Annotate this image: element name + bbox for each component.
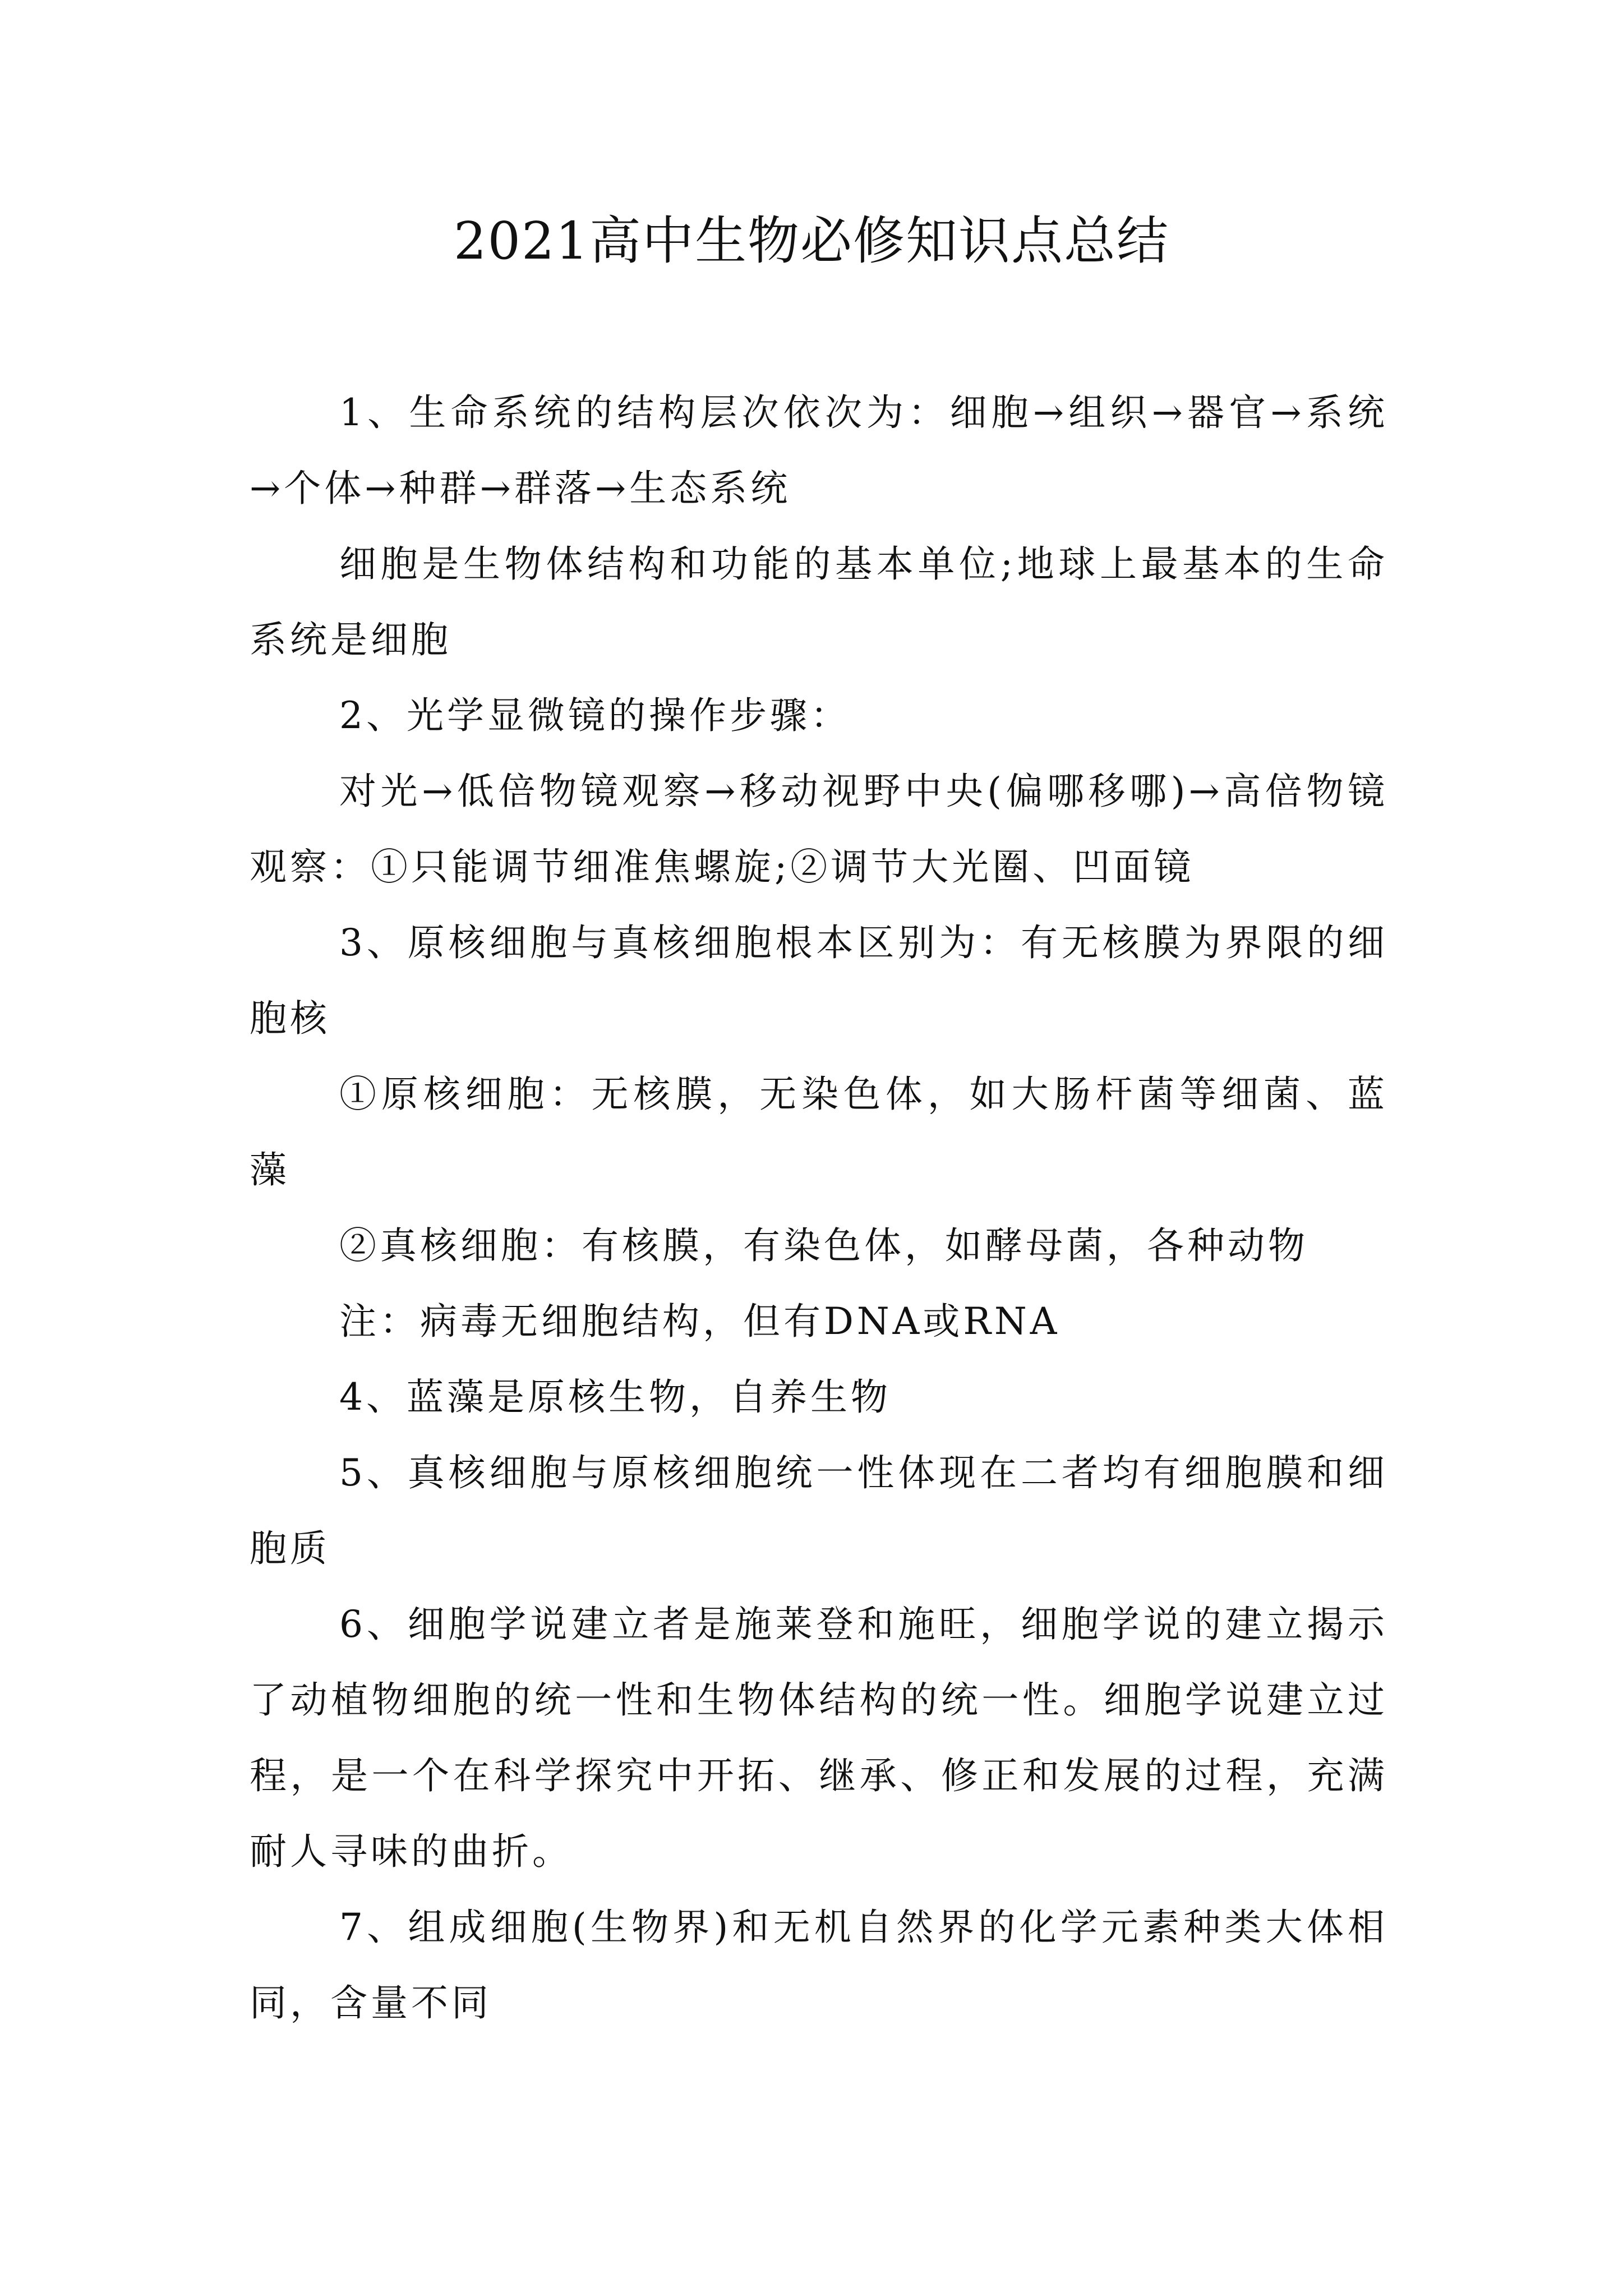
document-body [250,375,1388,2041]
document-title: 2021高中生物必修知识点总结 [453,211,1170,271]
paragraph: 2、光学显微镜的操作步骤： [339,694,851,737]
paragraph: 7、组成细胞(生物界)和无机自然界的化学元素种类大体相同，含量不同 [250,1906,1388,2024]
paragraph: ①原核细胞：无核膜，无染色体，如大肠杆菌等细菌、蓝藻 [250,1073,1388,1191]
paragraph: 5、真核细胞与原核细胞统一性体现在二者均有细胞膜和细胞质 [250,1451,1388,1570]
paragraph: 4、蓝藻是原核生物，自养生物 [339,1375,891,1419]
paragraph: 细胞是生物体结构和功能的基本单位;地球上最基本的生命系统是细胞 [250,542,1388,661]
paragraph: ②真核细胞：有核膜，有染色体，如酵母菌，各种动物 [339,1224,1308,1267]
paragraph: 对光→低倍物镜观察→移动视野中央(偏哪移哪)→高倍物镜观察：①只能调节细准焦螺旋;②调节大光圈、凹面镜 [250,770,1388,889]
paragraph: 3、原核细胞与真核细胞根本区别为：有无核膜为界限的细胞核 [250,921,1388,1040]
paragraph: 6、细胞学说建立者是施莱登和施旺，细胞学说的建立揭示了动植物细胞的统一性和生物体结构的统一性。细胞学说建立过程，是一个在科学探究中开拓、继承、修正和发展的过程，充满耐人寻味的曲折。 [250,1603,1388,1873]
paragraph: 1、生命系统的结构层次依次为：细胞→组织→器官→系统→个体→种群→群落→生态系统 [250,391,1388,510]
paragraph: 注：病毒无细胞结构，但有DNA或RNA [339,1300,1061,1343]
